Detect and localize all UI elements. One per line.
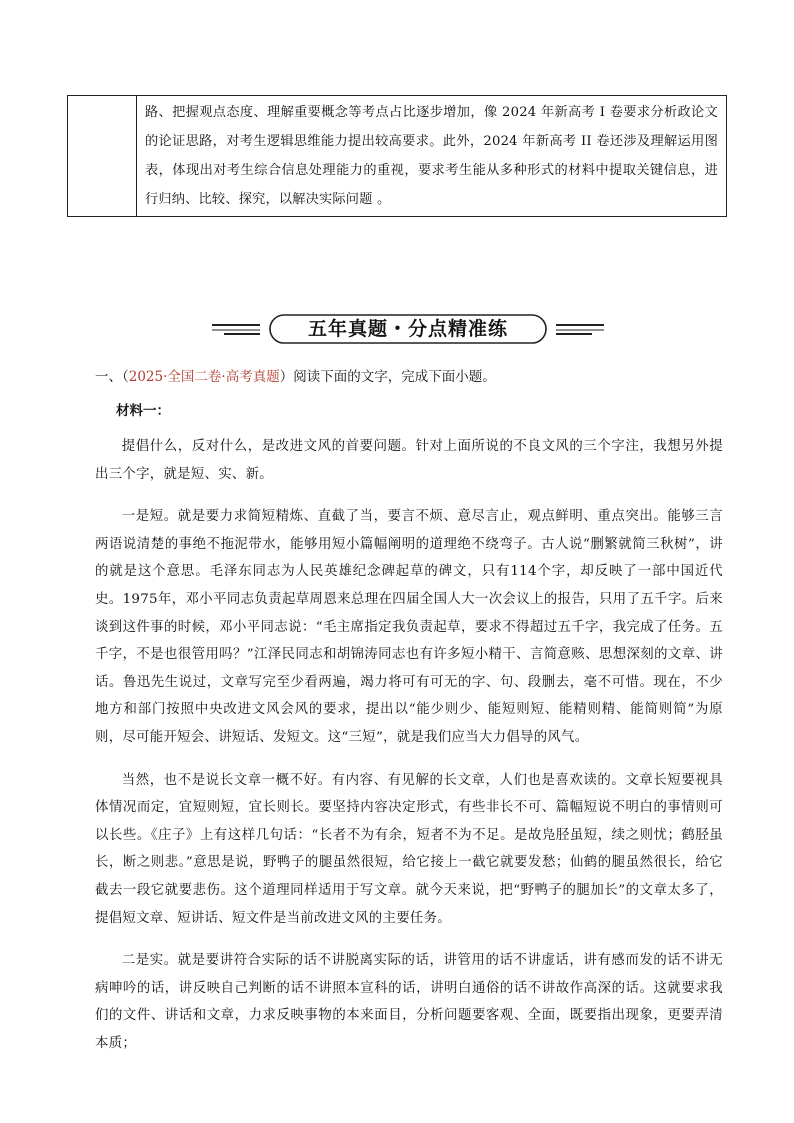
paragraph-3: 当然，也不是说长文章一概不好。有内容、有见解的长文章，人们也是喜欢读的。文章长短要视具体情况而定，宜短则短，宜长则长。要坚持内容决定形式，有些非长不可、篇幅短说不明白的事情则可以长些。《庄子》上有这样几句话：“长者不为有余，短者不为不足。是故凫胫虽短，续之则忧；鹤胫虽长，断之则悲。”意思是说，野鸭子的腿虽然很短，给它接上一截它就要发愁；仙鹤的腿虽然很长，给它截去一段它就要悲伤。这个道理同样适用于写文章。就今天来说，把“野鸭子的腿加长”的文章太多了，提倡短文章、短讲话、短文件是当前改进文风的主要任务。	[95, 772, 723, 926]
section-banner	[212, 312, 604, 346]
banner-title: 五年真题・分点精准练	[307, 318, 508, 340]
question-source: 2025·全国二卷·高考真题	[128, 369, 280, 385]
paragraph-2: 一是短。就是要力求简短精炼、直截了当，要言不烦、意尽言止，观点鲜明、重点突出。能够三言两语说清楚的事绝不拖泥带水，能够用短小篇幅阐明的道理绝不绕弯子。古人说“删繁就简三秋树”，讲的就是这个意思。毛泽东同志为人民英雄纪念碑起草的碑文，只有114个字，却反映了一部中国近代史。1975年，邓小平同志负责起草周恩来总理在四届全国人大一次会议上的报告，只用了五千字。后来谈到这件事的时候，邓小平同志说：“毛主席指定我负责起草，要求不得超过五千字，我完成了任务。五千字，不是也很管用吗？”江泽民同志和胡锦涛同志也有许多短小精干、言简意赅、思想深刻的文章、讲话。鲁迅先生说过，文章写完至少看两遍，竭力将可有可无的字、句、段删去，毫不可惜。现在，不少地方和部门按照中央改进文风会风的要求，提出以“能少则少、能短则短、能精则精、能简则简”为原则，尽可能开短会、讲短话、发短文。这“三短”，就是我们应当大力倡导的风气。	[95, 509, 724, 745]
table-right-cell	[137, 96, 726, 216]
question-instruction: ）阅读下面的文字，完成下面小题。	[279, 369, 496, 385]
table-cell-text: 路、把握观点态度、理解重要概念等考点占比逐步增加，像 2024 年新高考 I 卷要求分析政论文的论证思路，对考生逻辑思维能力提出较高要求。此外，2024 年新高考 II 卷还涉及理解运用图表，体现出对考生综合信息处理能力的重视，要求考生能从多种形式的材料中提取关键信息，进行归纳、比较、探究，以解决实际问题 。	[145, 105, 718, 207]
paragraph-1: 提倡什么，反对什么，是改进文风的首要问题。针对上面所说的不良文风的三个字注，我想另外提出三个字，就是短、实、新。	[95, 439, 723, 482]
question-header	[95, 366, 735, 388]
material-label: 材料一：	[116, 403, 170, 419]
analysis-table-fragment	[67, 95, 727, 217]
question-prefix: 一、（	[95, 369, 129, 385]
paragraph-4: 二是实。就是要讲符合实际的话不讲脱离实际的话，讲管用的话不讲虚话，讲有感而发的话不讲无病呻吟的话，讲反映自己判断的话不讲照本宣科的话，讲明白通俗的话不讲故作高深的话。这就要求我们的文件、讲话和文章，力求反映事物的本来面目，分析问题要客观、全面，既要指出现象，更要弄清本质；	[95, 953, 723, 1051]
material-body	[95, 433, 723, 1072]
table-left-cell	[68, 96, 137, 216]
